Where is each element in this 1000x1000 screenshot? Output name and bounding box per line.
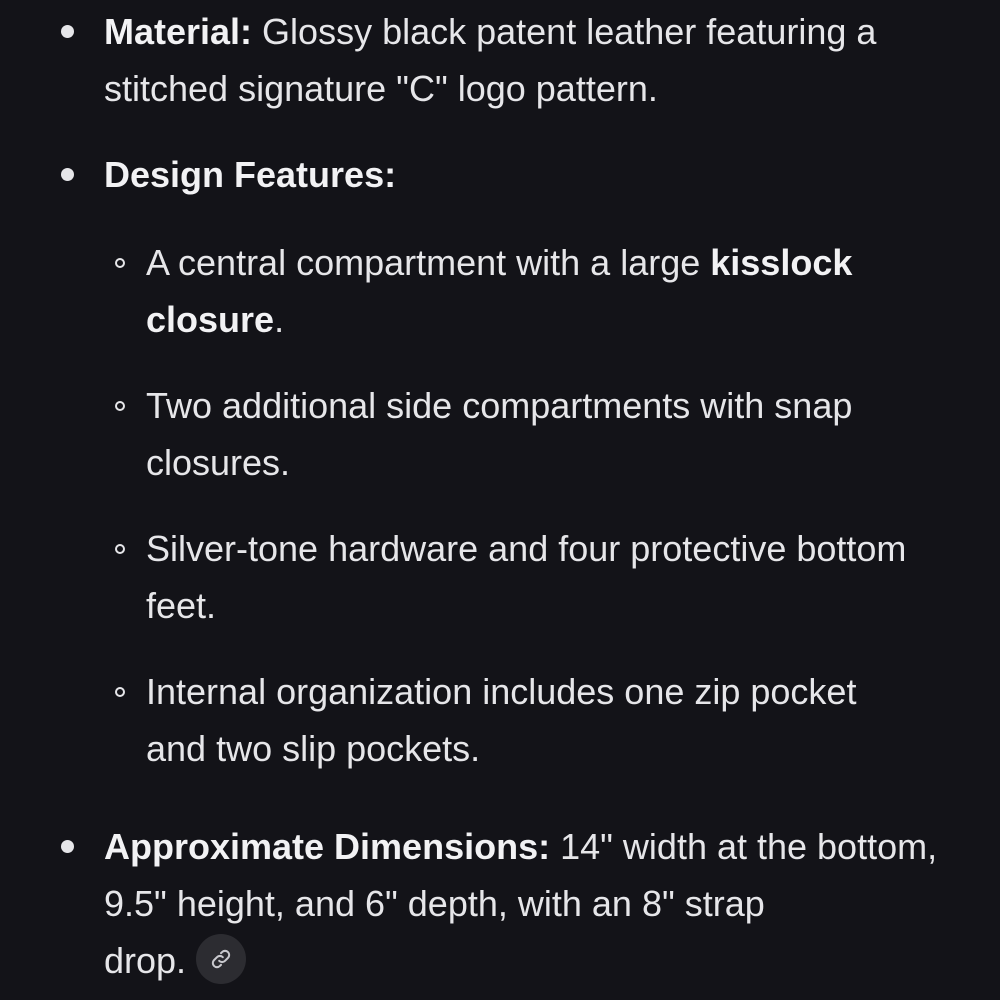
sub-item-side-compartments [146,377,956,491]
sub-line-2: closures. [146,442,291,483]
sub-line-2: and two slip pockets. [146,728,481,769]
sub-bold-2: closure [146,299,275,340]
bullet-dot [61,25,74,38]
sub-item-compartment [146,234,956,348]
list-item-dimensions [104,818,964,989]
sub-bullet-circle [115,544,125,554]
material-text-2: stitched signature "C" logo pattern. [104,68,658,109]
sub-line-1: Internal organization includes one zip pocket [146,671,857,712]
sub-line-1: Silver-tone hardware and four protective bottom [146,528,907,569]
dimensions-text-3: drop. [104,940,187,981]
sub-text: A central compartment with a large [146,242,711,283]
sub-item-internal [146,663,956,777]
material-text-1: Glossy black patent leather featuring a [252,11,877,52]
dimensions-label: Approximate Dimensions: [104,826,551,867]
link-icon [210,948,232,970]
material-line-1 [104,3,964,60]
sub-bold: kisslock [710,242,853,283]
sub-bullet-circle [115,687,125,697]
bullet-dot [61,840,74,853]
bullet-dot [61,168,74,181]
material-label: Material: [104,11,253,52]
design-label: Design Features: [104,154,397,195]
dimensions-text-1: 14" width at the bottom, [550,826,938,867]
list-item-material [104,3,964,117]
dimensions-text-2: 9.5" height, and 6" depth, with an 8" strap [104,883,765,924]
list-item-design-features [104,146,964,203]
sub-line-2: feet. [146,585,217,626]
sub-bullet-circle [115,401,125,411]
sub-line-1: Two additional side compartments with snap [146,385,853,426]
sub-bullet-circle [115,258,125,268]
sub-item-hardware [146,520,956,634]
sub-text-b: . [274,299,285,340]
source-link-button[interactable] [196,934,246,984]
